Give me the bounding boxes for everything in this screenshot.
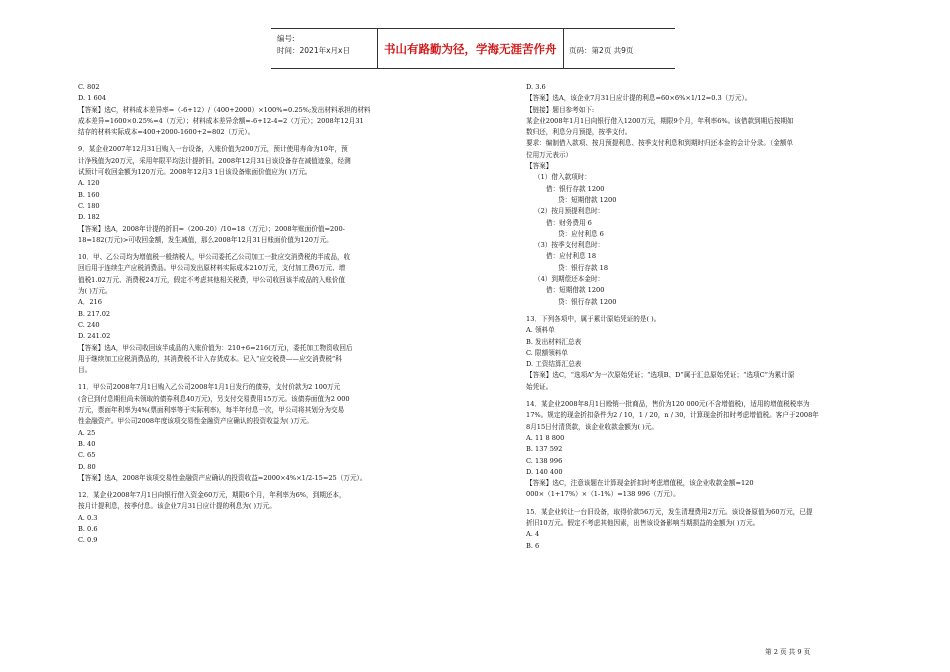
text-line: D. 80 xyxy=(78,462,96,471)
text-line: C. 0.9 xyxy=(78,536,98,545)
text-line: 按月计提利息，按季付息。该企业7月31日应计提的利息为( )万元。 xyxy=(78,502,276,511)
text-line: 18=182(万元)>可收回金额，发生减值，那么2008年12月31日账面价值为120万元。 xyxy=(78,235,333,244)
text-line: 【答案】选C，“选项A”为一次原始凭证；“选项B、D”属于汇总原始凭证；“选项C”为累计原 xyxy=(526,371,795,380)
text-line: B. 发出材料汇总表 xyxy=(526,337,582,346)
text-line: 17%。规定的现金折扣条件为2 / 10，1 / 20，n / 30，计算现金折扣时考虑增值税。客户于2008年 xyxy=(526,411,819,420)
text-line: D. 241.02 xyxy=(78,332,111,341)
text-line: 值税1.02万元、消费税24万元，假定不考虑其他相关税费，甲公司收回该半成品的入账价值 xyxy=(78,275,346,284)
text-line: 【答案】选A，2008年计提的折旧=（200-20）/10=18（万元）；2008年账面价值=200- xyxy=(78,224,345,233)
header-time-label: 时间：2021年x月x日 xyxy=(277,46,350,55)
text-line: D. 1 604 xyxy=(78,94,107,103)
text-line: B. 217.02 xyxy=(78,309,111,318)
text-line: 10．甲、乙公司均为增值税一般纳税人，甲公司委托乙公司加工一批应交消费税的半成品，收 xyxy=(78,253,351,262)
text-line: 14．某企业2008年8月1日赊销一批商品，售价为120 000元(不含增值税)，适用的增值税税率为 xyxy=(526,400,810,409)
text-line: D. 182 xyxy=(78,213,100,222)
text-line: B. 137 592 xyxy=(526,445,563,454)
header-number-label: 编号: xyxy=(277,34,295,43)
text-line: 为( )万元。 xyxy=(78,287,112,296)
header-motto: 书山有路勤为径，学海无涯苦作舟 xyxy=(384,42,557,56)
text-line: C. 65 xyxy=(78,451,96,460)
text-line: 借：短期借款 1200 xyxy=(546,286,605,295)
header-page-info: 页码：第2页 共9页 xyxy=(569,46,634,55)
text-line: 目。 xyxy=(78,366,92,375)
text-line: 000×（1+17%）×（1-1%）=138 996（万元）。 xyxy=(526,490,680,499)
text-line: 数归还，利息分月预提，按季支付。 xyxy=(526,128,632,137)
text-line: B. 6 xyxy=(526,541,540,550)
text-line: B. 40 xyxy=(78,439,96,448)
text-line: B. 0.6 xyxy=(78,524,98,533)
page-header xyxy=(271,28,675,70)
text-line: C. 138 996 xyxy=(526,456,563,465)
text-line: 借：应付利息 18 xyxy=(546,252,597,261)
text-line: 9．某企业2007年12月31日购入一台设备，入账价值为200万元，预计使用寿命为10年，预 xyxy=(78,145,348,154)
text-line: 贷：短期借款 1200 xyxy=(558,195,617,204)
text-line: 贷：银行存款 1200 xyxy=(558,297,617,306)
text-line: C. 802 xyxy=(78,83,100,91)
text-line: 借：财务费用 6 xyxy=(546,218,592,227)
text-line: D. 140 400 xyxy=(526,467,563,476)
header-top-rule xyxy=(271,28,675,29)
header-divider xyxy=(377,28,378,68)
header-divider xyxy=(563,28,564,68)
text-line: C. 限额领料单 xyxy=(526,348,568,357)
text-line: 成本差异=1600×0.25%=4（万元）；材料成本差异余额=-6+12-4=2（万元）；2008年12月31 xyxy=(78,116,364,125)
header-bottom-rule xyxy=(271,68,675,69)
text-line: 【答案】选C，材料成本差异率=（-6+12）/（400+2000）×100%=0.25%;发出材料承担的材料 xyxy=(78,105,371,114)
text-line: 【答案】选A，甲公司收回该半成品的入账价值为：210+6=216(万元)，委托加工物资收回后 xyxy=(78,343,353,352)
text-line: B. 160 xyxy=(78,190,100,199)
text-line: A. 11 8 800 xyxy=(526,433,565,442)
text-line: 要求：编制借入款项、按月预提利息、按季支付利息和到期时归还本金的会计分录。（金额单 xyxy=(526,139,794,148)
left-column xyxy=(78,82,371,547)
text-line: 13．下列各项中，属于累计原始凭证的是( )。 xyxy=(526,314,661,323)
text-line: A. 120 xyxy=(78,179,100,188)
text-line: 性金融资产。甲公司2008年度该项交易性金融资产应确认的投资收益为( )万元。 xyxy=(78,417,314,426)
text-line: 折旧10万元。假定不考虑其他因素，出售该设备影响当期损益的金额为( )万元。 xyxy=(526,518,760,527)
text-line: 某企业2008年1月1日向银行借入1200万元，期限9个月，年利率6%。该借款到期后按期如 xyxy=(526,116,794,125)
text-line: 万元，票面年利率为4%(票面利率等于实际利率)，每半年付息一次，甲公司将其划分为交易 xyxy=(78,406,345,415)
page-footer: 第 2 页 共 9 页 xyxy=(765,648,811,656)
text-line: 【答案】 xyxy=(526,162,553,171)
text-line: 结存的材料实际成本=400+2000-1600+2=802（万元）。 xyxy=(78,128,255,137)
text-line: C. 180 xyxy=(78,201,100,210)
text-line: 【答案】选A，2008年该项交易性金融资产应确认的投资收益=2000×4%×1/2-15=25（万元）。 xyxy=(78,473,367,482)
text-line: （2）按月预提利息时： xyxy=(534,207,605,216)
text-line: 用于继续加工应税消费品的，其消费税不计入存货成本。记入“应交税费——应交消费税”科 xyxy=(78,354,342,363)
text-line: 计净残值为20万元，采用年限平均法计提折旧。2008年12月31日该设备存在减值迹象，经测 xyxy=(78,156,351,165)
text-line: 12．某企业2008年7月1日向银行借入资金60万元，期限6个月，年利率为6%，到期还本， xyxy=(78,491,346,500)
text-line: (含已到付息期但尚未领取的债券利息40万元)，另支付交易费用15万元。该债券面值为2 000 xyxy=(78,394,350,403)
text-line: A．216 xyxy=(78,298,102,307)
text-line: D. 3.6 xyxy=(526,83,546,91)
text-line: 回后用于连续生产应税消费品。甲公司发出原材料实际成本210万元，支付加工费6万元、增 xyxy=(78,264,346,273)
text-line: 【链接】题目参考如下: xyxy=(526,105,595,114)
text-line: 始凭证。 xyxy=(526,382,553,391)
text-line: 试预计可收回金额为120万元。2008年12月3 1日该设备账面价值应为( )万元。 xyxy=(78,168,312,177)
text-line: C. 240 xyxy=(78,320,100,329)
text-line: A. 25 xyxy=(78,428,96,437)
text-line: 借：银行存款 1200 xyxy=(546,184,605,193)
text-line: 【答案】选A，该企业7月31日应计提的利息=60×6%×1/12=0.3（万元）。 xyxy=(526,94,752,103)
text-line: A. 领料单 xyxy=(526,326,555,335)
text-line: （3）按季支付利息时： xyxy=(534,241,605,250)
text-line: A. 0.3 xyxy=(78,513,98,522)
text-line: A. 4 xyxy=(526,530,540,539)
right-column xyxy=(526,82,819,552)
text-line: 【答案】选C，注意该题在计算现金折扣时考虑增值税，该企业收款金额=120 xyxy=(526,479,754,488)
text-line: 贷：银行存款 18 xyxy=(558,263,609,272)
text-line: （1）借入款项时： xyxy=(534,173,591,182)
text-line: （4）到期偿还本金时： xyxy=(534,275,605,284)
text-line: 位用万元表示） xyxy=(526,150,573,159)
text-line: D. 工资结算汇总表 xyxy=(526,360,582,369)
text-line: 贷：应付利息 6 xyxy=(558,229,604,238)
text-line: 11．甲公司2008年7月1日购入乙公司2008年1月1日发行的债券，支付价款为2 100万元 xyxy=(78,383,341,392)
text-line: 15．某企业转让一台旧设备，取得价款56万元，发生清理费用2万元。该设备原值为60万元，已提 xyxy=(526,507,813,516)
text-line: 8月15日付清货款，该企业收款金额为( )元。 xyxy=(526,422,658,431)
